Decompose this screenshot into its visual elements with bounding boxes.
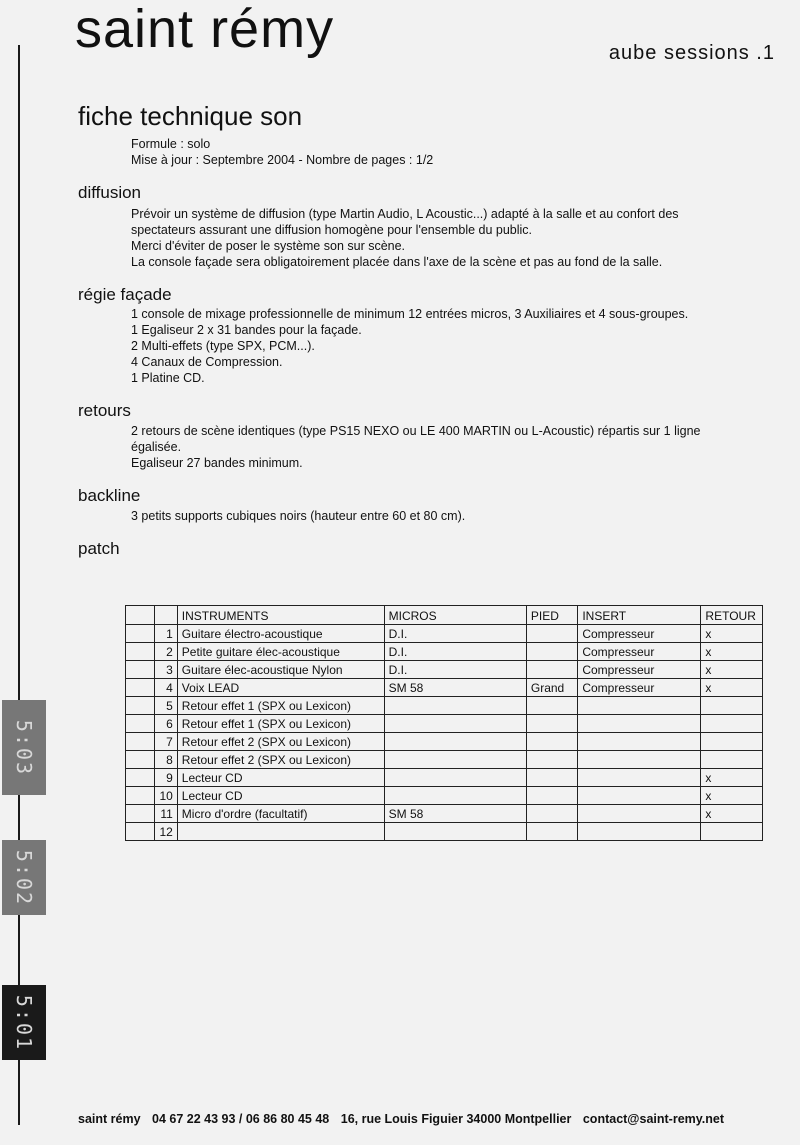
brand-title: saint rémy [75, 0, 335, 59]
patch-cell-number: 10 [155, 787, 178, 805]
regie-item: 1 Egaliseur 2 x 31 bandes pour la façade. [131, 323, 362, 337]
table-row [126, 751, 763, 769]
regie-item: 1 Platine CD. [131, 371, 205, 385]
patch-cell-retour [701, 823, 763, 841]
table-row [126, 643, 763, 661]
patch-cell-micro [384, 823, 526, 841]
side-marker-label: 5:03 [12, 719, 36, 776]
patch-header-number [155, 606, 178, 625]
footer-phones: 04 67 22 43 93 / 06 86 80 45 48 [152, 1112, 330, 1126]
backline-text [131, 508, 771, 524]
session-label: aube sessions .1 [608, 42, 775, 64]
patch-header-row [126, 606, 763, 625]
patch-cell-pied [526, 715, 577, 733]
meta-update: Mise à jour : Septembre 2004 - Nombre de pages : 1/2 [131, 153, 434, 167]
patch-cell-micro: D.I. [384, 643, 526, 661]
table-row [126, 805, 763, 823]
side-marker-1 [2, 700, 46, 795]
patch-cell-insert [578, 805, 701, 823]
patch-cell-insert [578, 769, 701, 787]
patch-cell-instrument [177, 823, 384, 841]
diffusion-line: Merci d'éviter de poser le système son sur scène. [131, 239, 406, 253]
patch-cell-blank [126, 787, 155, 805]
patch-cell-blank [126, 751, 155, 769]
regie-item: 2 Multi-effets (type SPX, PCM...). [131, 339, 315, 353]
patch-cell-number: 8 [155, 751, 178, 769]
patch-cell-pied [526, 733, 577, 751]
regie-item: 1 console de mixage professionnelle de minimum 12 entrées micros, 3 Auxiliaires et 4 sous-groupes. [131, 307, 689, 321]
patch-cell-retour: x [701, 679, 763, 697]
patch-cell-number: 4 [155, 679, 178, 697]
retours-line: 2 retours de scène identiques (type PS15 NEXO ou LE 400 MARTIN ou L-Acoustic) répartis sur 1 ligne [131, 424, 701, 438]
patch-header-insert: INSERT [578, 606, 701, 625]
patch-cell-instrument: Lecteur CD [177, 769, 384, 787]
patch-cell-insert [578, 787, 701, 805]
patch-cell-blank [126, 697, 155, 715]
footer-email: contact@saint-remy.net [582, 1112, 725, 1126]
diffusion-text [131, 206, 771, 270]
retours-line: Egaliseur 27 bandes minimum. [131, 456, 303, 470]
patch-cell-retour: x [701, 805, 763, 823]
table-row [126, 625, 763, 643]
footer-address: 16, rue Louis Figuier 34000 Montpellier [340, 1112, 572, 1126]
diffusion-line: spectateurs assurant une diffusion homogène pour l'ensemble du public. [131, 223, 533, 237]
margin-rule [18, 45, 20, 1125]
patch-cell-pied [526, 805, 577, 823]
patch-cell-retour [701, 715, 763, 733]
page-title: fiche technique son [78, 101, 303, 131]
diffusion-line: La console façade sera obligatoirement placée dans l'axe de la scène et pas au fond de la salle. [131, 255, 663, 269]
diffusion-line: Prévoir un système de diffusion (type Martin Audio, L Acoustic...) adapté à la salle et au confort des [131, 207, 679, 221]
patch-cell-insert: Compresseur [578, 625, 701, 643]
patch-cell-retour [701, 697, 763, 715]
patch-cell-micro: D.I. [384, 661, 526, 679]
side-marker-2 [2, 840, 46, 915]
patch-cell-insert [578, 823, 701, 841]
patch-cell-micro [384, 733, 526, 751]
patch-cell-micro [384, 787, 526, 805]
patch-cell-instrument: Retour effet 1 (SPX ou Lexicon) [177, 697, 384, 715]
patch-cell-blank [126, 643, 155, 661]
patch-cell-number: 3 [155, 661, 178, 679]
patch-cell-insert: Compresseur [578, 643, 701, 661]
side-marker-3 [2, 985, 46, 1060]
patch-header-instruments: INSTRUMENTS [177, 606, 384, 625]
patch-cell-retour: x [701, 769, 763, 787]
patch-cell-micro [384, 715, 526, 733]
patch-cell-micro: D.I. [384, 625, 526, 643]
patch-cell-retour: x [701, 661, 763, 679]
regie-item: 4 Canaux de Compression. [131, 355, 283, 369]
patch-cell-insert [578, 751, 701, 769]
table-row [126, 823, 763, 841]
patch-cell-instrument: Retour effet 2 (SPX ou Lexicon) [177, 733, 384, 751]
patch-cell-retour: x [701, 643, 763, 661]
patch-cell-instrument: Retour effet 2 (SPX ou Lexicon) [177, 751, 384, 769]
table-row [126, 787, 763, 805]
table-row [126, 661, 763, 679]
patch-cell-blank [126, 715, 155, 733]
patch-header-blank [126, 606, 155, 625]
patch-cell-number: 5 [155, 697, 178, 715]
footer [78, 1112, 732, 1126]
patch-cell-instrument: Petite guitare élec-acoustique [177, 643, 384, 661]
table-row [126, 697, 763, 715]
patch-cell-blank [126, 805, 155, 823]
patch-cell-micro: SM 58 [384, 805, 526, 823]
section-heading-diffusion: diffusion [78, 183, 142, 202]
patch-cell-instrument: Micro d'ordre (facultatif) [177, 805, 384, 823]
patch-cell-pied [526, 823, 577, 841]
side-marker-label: 5:01 [12, 994, 36, 1051]
regie-list [131, 306, 688, 386]
table-row [126, 679, 763, 697]
footer-name: saint rémy [78, 1112, 141, 1126]
patch-cell-insert: Compresseur [578, 679, 701, 697]
patch-cell-pied [526, 787, 577, 805]
patch-header-pied: PIED [526, 606, 577, 625]
patch-cell-retour [701, 733, 763, 751]
section-heading-backline: backline [78, 486, 141, 505]
retours-text [131, 423, 771, 471]
side-marker-label: 5:02 [12, 849, 36, 906]
patch-cell-micro [384, 697, 526, 715]
patch-cell-pied [526, 643, 577, 661]
patch-cell-pied: Grand [526, 679, 577, 697]
patch-header-retour: RETOUR [701, 606, 763, 625]
retours-line: égalisée. [131, 440, 182, 454]
patch-cell-insert: Compresseur [578, 661, 701, 679]
patch-cell-instrument: Guitare élec-acoustique Nylon [177, 661, 384, 679]
patch-cell-pied [526, 751, 577, 769]
patch-cell-number: 9 [155, 769, 178, 787]
patch-cell-number: 11 [155, 805, 178, 823]
patch-cell-instrument: Guitare électro-acoustique [177, 625, 384, 643]
patch-cell-number: 12 [155, 823, 178, 841]
table-row [126, 769, 763, 787]
patch-cell-number: 6 [155, 715, 178, 733]
patch-cell-blank [126, 625, 155, 643]
patch-cell-pied [526, 625, 577, 643]
patch-table [125, 605, 763, 841]
patch-cell-retour: x [701, 787, 763, 805]
patch-cell-number: 1 [155, 625, 178, 643]
section-heading-regie: régie façade [78, 285, 172, 304]
section-heading-retours: retours [78, 401, 131, 420]
patch-cell-insert [578, 715, 701, 733]
backline-line: 3 petits supports cubiques noirs (hauteur entre 60 et 80 cm). [131, 509, 466, 523]
patch-cell-retour: x [701, 625, 763, 643]
meta-formule: Formule : solo [131, 137, 211, 151]
patch-cell-pied [526, 769, 577, 787]
patch-cell-micro [384, 769, 526, 787]
patch-cell-instrument: Voix LEAD [177, 679, 384, 697]
patch-cell-insert [578, 733, 701, 751]
patch-cell-retour [701, 751, 763, 769]
patch-cell-pied [526, 697, 577, 715]
section-heading-patch: patch [78, 539, 120, 558]
patch-cell-instrument: Retour effet 1 (SPX ou Lexicon) [177, 715, 384, 733]
table-row [126, 715, 763, 733]
table-row [126, 733, 763, 751]
patch-cell-pied [526, 661, 577, 679]
patch-cell-insert [578, 697, 701, 715]
patch-cell-blank [126, 679, 155, 697]
patch-cell-blank [126, 733, 155, 751]
patch-cell-blank [126, 823, 155, 841]
patch-cell-micro: SM 58 [384, 679, 526, 697]
patch-cell-number: 2 [155, 643, 178, 661]
patch-cell-instrument: Lecteur CD [177, 787, 384, 805]
patch-cell-blank [126, 661, 155, 679]
patch-cell-number: 7 [155, 733, 178, 751]
patch-cell-blank [126, 769, 155, 787]
patch-body [126, 625, 763, 841]
patch-cell-micro [384, 751, 526, 769]
patch-header-micros: MICROS [384, 606, 526, 625]
